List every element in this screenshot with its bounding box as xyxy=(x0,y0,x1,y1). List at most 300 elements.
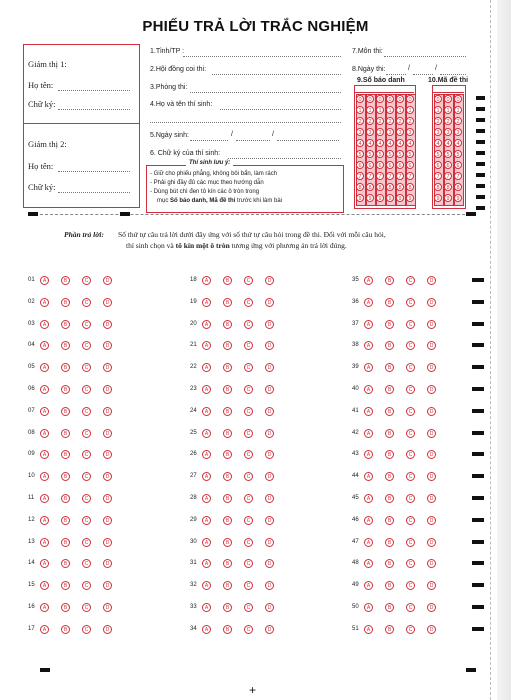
exam-code-bubble[interactable]: 0 xyxy=(444,95,452,103)
answer-bubble-c[interactable]: C xyxy=(244,603,253,612)
answer-bubble-a[interactable]: A xyxy=(40,516,49,525)
answer-bubble-b[interactable]: B xyxy=(385,385,394,394)
answer-bubble-b[interactable]: B xyxy=(223,559,232,568)
sbd-bubble[interactable]: 5 xyxy=(376,150,384,158)
sbd-bubble[interactable]: 5 xyxy=(366,150,374,158)
sbd-bubble[interactable]: 7 xyxy=(396,172,404,180)
answer-bubble-b[interactable]: B xyxy=(223,516,232,525)
answer-bubble-a[interactable]: A xyxy=(202,516,211,525)
answer-bubble-b[interactable]: B xyxy=(223,363,232,372)
sbd-bubble[interactable]: 3 xyxy=(356,128,364,136)
answer-bubble-c[interactable]: C xyxy=(406,341,415,350)
answer-bubble-a[interactable]: A xyxy=(40,603,49,612)
answer-bubble-c[interactable]: C xyxy=(244,581,253,590)
sbd-bubble[interactable]: 8 xyxy=(406,183,414,191)
sbd-bubble[interactable]: 7 xyxy=(376,172,384,180)
dob-day-field[interactable] xyxy=(190,140,228,141)
answer-bubble-a[interactable]: A xyxy=(40,363,49,372)
answer-bubble-a[interactable]: A xyxy=(364,603,373,612)
answer-bubble-b[interactable]: B xyxy=(223,429,232,438)
exam-code-bubble[interactable]: 5 xyxy=(444,150,452,158)
answer-bubble-c[interactable]: C xyxy=(82,298,91,307)
answer-bubble-b[interactable]: B xyxy=(61,581,70,590)
sbd-bubble[interactable]: 7 xyxy=(366,172,374,180)
answer-bubble-a[interactable]: A xyxy=(202,363,211,372)
exam-code-bubble[interactable]: 9 xyxy=(434,194,442,202)
answer-bubble-a[interactable]: A xyxy=(40,538,49,547)
sbd-bubble[interactable]: 0 xyxy=(376,95,384,103)
answer-bubble-d[interactable]: D xyxy=(427,559,436,568)
exam-date-month-field[interactable] xyxy=(413,74,433,75)
exam-code-bubble[interactable]: 3 xyxy=(444,128,452,136)
sbd-bubble[interactable]: 1 xyxy=(376,106,384,114)
answer-bubble-a[interactable]: A xyxy=(202,429,211,438)
exam-code-bubble[interactable]: 4 xyxy=(444,139,452,147)
answer-bubble-a[interactable]: A xyxy=(202,276,211,285)
answer-bubble-c[interactable]: C xyxy=(82,581,91,590)
answer-bubble-d[interactable]: D xyxy=(427,516,436,525)
answer-bubble-b[interactable]: B xyxy=(223,603,232,612)
answer-bubble-b[interactable]: B xyxy=(61,407,70,416)
answer-bubble-b[interactable]: B xyxy=(61,494,70,503)
sbd-bubble[interactable]: 9 xyxy=(406,194,414,202)
answer-bubble-a[interactable]: A xyxy=(364,516,373,525)
sbd-bubble[interactable]: 3 xyxy=(406,128,414,136)
sbd-bubble[interactable]: 2 xyxy=(376,117,384,125)
sbd-bubble[interactable]: 2 xyxy=(386,117,394,125)
sbd-bubble[interactable]: 0 xyxy=(386,95,394,103)
answer-bubble-d[interactable]: D xyxy=(265,559,274,568)
answer-bubble-d[interactable]: D xyxy=(265,276,274,285)
sbd-bubble[interactable]: 1 xyxy=(366,106,374,114)
answer-bubble-a[interactable]: A xyxy=(202,320,211,329)
sbd-bubble[interactable]: 9 xyxy=(366,194,374,202)
answer-bubble-a[interactable]: A xyxy=(364,450,373,459)
answer-bubble-d[interactable]: D xyxy=(427,450,436,459)
answer-bubble-b[interactable]: B xyxy=(61,429,70,438)
answer-bubble-c[interactable]: C xyxy=(82,341,91,350)
answer-bubble-d[interactable]: D xyxy=(265,320,274,329)
sbd-bubble[interactable]: 7 xyxy=(356,172,364,180)
answer-bubble-d[interactable]: D xyxy=(265,298,274,307)
answer-bubble-b[interactable]: B xyxy=(61,363,70,372)
proctor1-name-field[interactable] xyxy=(58,90,130,91)
answer-bubble-a[interactable]: A xyxy=(364,320,373,329)
answer-bubble-c[interactable]: C xyxy=(406,603,415,612)
sbd-bubble[interactable]: 8 xyxy=(386,183,394,191)
answer-bubble-a[interactable]: A xyxy=(202,538,211,547)
exam-code-bubble[interactable]: 4 xyxy=(434,139,442,147)
sbd-bubble[interactable]: 8 xyxy=(366,183,374,191)
answer-bubble-b[interactable]: B xyxy=(61,385,70,394)
exam-code-bubble[interactable]: 6 xyxy=(434,161,442,169)
answer-bubble-c[interactable]: C xyxy=(82,494,91,503)
sbd-bubble[interactable]: 3 xyxy=(396,128,404,136)
sbd-bubble[interactable]: 9 xyxy=(376,194,384,202)
sbd-bubble[interactable]: 6 xyxy=(386,161,394,169)
answer-bubble-a[interactable]: A xyxy=(40,407,49,416)
answer-bubble-b[interactable]: B xyxy=(385,625,394,634)
exam-code-bubble[interactable]: 0 xyxy=(454,95,462,103)
answer-bubble-a[interactable]: A xyxy=(202,407,211,416)
answer-bubble-c[interactable]: C xyxy=(406,581,415,590)
answer-bubble-b[interactable]: B xyxy=(61,538,70,547)
answer-bubble-c[interactable]: C xyxy=(406,516,415,525)
sbd-bubble[interactable]: 2 xyxy=(396,117,404,125)
answer-bubble-b[interactable]: B xyxy=(61,516,70,525)
answer-bubble-d[interactable]: D xyxy=(265,450,274,459)
sbd-bubble[interactable]: 4 xyxy=(356,139,364,147)
answer-bubble-c[interactable]: C xyxy=(82,407,91,416)
answer-bubble-c[interactable]: C xyxy=(244,429,253,438)
answer-bubble-b[interactable]: B xyxy=(61,559,70,568)
answer-bubble-c[interactable]: C xyxy=(244,407,253,416)
exam-code-bubble[interactable]: 5 xyxy=(454,150,462,158)
answer-bubble-a[interactable]: A xyxy=(202,603,211,612)
answer-bubble-a[interactable]: A xyxy=(202,385,211,394)
answer-bubble-a[interactable]: A xyxy=(364,625,373,634)
answer-bubble-c[interactable]: C xyxy=(244,341,253,350)
exam-code-bubble[interactable]: 2 xyxy=(444,117,452,125)
answer-bubble-c[interactable]: C xyxy=(244,516,253,525)
answer-bubble-a[interactable]: A xyxy=(40,298,49,307)
answer-bubble-d[interactable]: D xyxy=(265,538,274,547)
answer-bubble-b[interactable]: B xyxy=(61,625,70,634)
answer-bubble-d[interactable]: D xyxy=(427,363,436,372)
candidate-name-field[interactable] xyxy=(220,109,341,110)
answer-bubble-b[interactable]: B xyxy=(61,472,70,481)
answer-bubble-d[interactable]: D xyxy=(265,341,274,350)
answer-bubble-a[interactable]: A xyxy=(40,341,49,350)
sbd-bubble[interactable]: 5 xyxy=(356,150,364,158)
answer-bubble-c[interactable]: C xyxy=(406,407,415,416)
answer-bubble-a[interactable]: A xyxy=(40,320,49,329)
exam-code-bubble[interactable]: 3 xyxy=(454,128,462,136)
answer-bubble-d[interactable]: D xyxy=(427,298,436,307)
answer-bubble-b[interactable]: B xyxy=(223,298,232,307)
answer-bubble-b[interactable]: B xyxy=(385,363,394,372)
answer-bubble-a[interactable]: A xyxy=(202,494,211,503)
exam-code-bubble[interactable]: 7 xyxy=(434,172,442,180)
exam-code-bubble[interactable]: 8 xyxy=(434,183,442,191)
answer-bubble-a[interactable]: A xyxy=(202,341,211,350)
answer-bubble-c[interactable]: C xyxy=(82,385,91,394)
answer-bubble-d[interactable]: D xyxy=(103,429,112,438)
sbd-bubble[interactable]: 7 xyxy=(406,172,414,180)
answer-bubble-a[interactable]: A xyxy=(364,341,373,350)
answer-bubble-a[interactable]: A xyxy=(40,625,49,634)
sbd-bubble[interactable]: 9 xyxy=(396,194,404,202)
sbd-bubble[interactable]: 3 xyxy=(366,128,374,136)
answer-bubble-d[interactable]: D xyxy=(427,429,436,438)
answer-bubble-b[interactable]: B xyxy=(223,385,232,394)
exam-code-bubble[interactable]: 0 xyxy=(434,95,442,103)
answer-bubble-d[interactable]: D xyxy=(427,625,436,634)
answer-bubble-d[interactable]: D xyxy=(265,625,274,634)
exam-code-bubble[interactable]: 1 xyxy=(434,106,442,114)
answer-bubble-d[interactable]: D xyxy=(265,363,274,372)
sbd-bubble[interactable]: 7 xyxy=(386,172,394,180)
answer-bubble-b[interactable]: B xyxy=(223,407,232,416)
answer-bubble-c[interactable]: C xyxy=(406,538,415,547)
exam-code-bubble[interactable]: 7 xyxy=(454,172,462,180)
answer-bubble-c[interactable]: C xyxy=(244,450,253,459)
sbd-bubble[interactable]: 5 xyxy=(386,150,394,158)
answer-bubble-b[interactable]: B xyxy=(61,450,70,459)
answer-bubble-c[interactable]: C xyxy=(244,472,253,481)
answer-bubble-a[interactable]: A xyxy=(40,276,49,285)
answer-bubble-a[interactable]: A xyxy=(40,559,49,568)
answer-bubble-c[interactable]: C xyxy=(82,538,91,547)
answer-bubble-c[interactable]: C xyxy=(82,603,91,612)
sbd-bubble[interactable]: 8 xyxy=(376,183,384,191)
answer-bubble-c[interactable]: C xyxy=(244,538,253,547)
answer-bubble-d[interactable]: D xyxy=(427,472,436,481)
exam-code-bubble[interactable]: 8 xyxy=(454,183,462,191)
answer-bubble-d[interactable]: D xyxy=(427,603,436,612)
exam-code-bubble[interactable]: 2 xyxy=(454,117,462,125)
answer-bubble-b[interactable]: B xyxy=(61,320,70,329)
answer-bubble-a[interactable]: A xyxy=(202,472,211,481)
sbd-bubble[interactable]: 3 xyxy=(376,128,384,136)
sbd-bubble[interactable]: 0 xyxy=(406,95,414,103)
answer-bubble-d[interactable]: D xyxy=(265,603,274,612)
sbd-bubble[interactable]: 8 xyxy=(356,183,364,191)
answer-bubble-a[interactable]: A xyxy=(40,494,49,503)
exam-code-bubble[interactable]: 4 xyxy=(454,139,462,147)
answer-bubble-c[interactable]: C xyxy=(82,429,91,438)
answer-bubble-c[interactable]: C xyxy=(406,276,415,285)
answer-bubble-d[interactable]: D xyxy=(103,603,112,612)
answer-bubble-d[interactable]: D xyxy=(103,472,112,481)
sbd-bubble[interactable]: 1 xyxy=(406,106,414,114)
answer-bubble-a[interactable]: A xyxy=(40,581,49,590)
sbd-bubble[interactable]: 6 xyxy=(356,161,364,169)
answer-bubble-b[interactable]: B xyxy=(61,341,70,350)
answer-bubble-d[interactable]: D xyxy=(265,581,274,590)
province-field[interactable] xyxy=(183,56,341,57)
exam-code-bubble[interactable]: 6 xyxy=(444,161,452,169)
answer-bubble-d[interactable]: D xyxy=(103,298,112,307)
answer-bubble-d[interactable]: D xyxy=(427,341,436,350)
exam-code-bubble[interactable]: 1 xyxy=(454,106,462,114)
answer-bubble-c[interactable]: C xyxy=(82,559,91,568)
answer-bubble-d[interactable]: D xyxy=(427,276,436,285)
answer-bubble-d[interactable]: D xyxy=(265,385,274,394)
answer-bubble-c[interactable]: C xyxy=(82,450,91,459)
exam-code-bubble[interactable]: 3 xyxy=(434,128,442,136)
dob-year-field[interactable] xyxy=(277,140,339,141)
answer-bubble-a[interactable]: A xyxy=(202,298,211,307)
dob-month-field[interactable] xyxy=(236,140,270,141)
answer-bubble-b[interactable]: B xyxy=(223,581,232,590)
answer-bubble-d[interactable]: D xyxy=(265,429,274,438)
exam-code-bubble[interactable]: 5 xyxy=(434,150,442,158)
answer-bubble-b[interactable]: B xyxy=(223,276,232,285)
answer-bubble-a[interactable]: A xyxy=(40,472,49,481)
answer-bubble-d[interactable]: D xyxy=(427,581,436,590)
sbd-bubble[interactable]: 2 xyxy=(366,117,374,125)
answer-bubble-b[interactable]: B xyxy=(61,603,70,612)
answer-bubble-a[interactable]: A xyxy=(202,450,211,459)
sbd-bubble[interactable]: 4 xyxy=(396,139,404,147)
answer-bubble-d[interactable]: D xyxy=(265,494,274,503)
room-field[interactable] xyxy=(190,92,341,93)
answer-bubble-d[interactable]: D xyxy=(103,407,112,416)
answer-bubble-d[interactable]: D xyxy=(103,276,112,285)
answer-bubble-c[interactable]: C xyxy=(406,363,415,372)
answer-bubble-d[interactable]: D xyxy=(265,516,274,525)
answer-bubble-b[interactable]: B xyxy=(385,538,394,547)
answer-bubble-a[interactable]: A xyxy=(364,472,373,481)
answer-bubble-a[interactable]: A xyxy=(202,625,211,634)
answer-bubble-b[interactable]: B xyxy=(385,407,394,416)
sbd-bubble[interactable]: 9 xyxy=(386,194,394,202)
answer-bubble-c[interactable]: C xyxy=(82,625,91,634)
answer-bubble-d[interactable]: D xyxy=(103,625,112,634)
exam-code-bubble[interactable]: 6 xyxy=(454,161,462,169)
answer-bubble-d[interactable]: D xyxy=(103,363,112,372)
answer-bubble-b[interactable]: B xyxy=(223,472,232,481)
answer-bubble-a[interactable]: A xyxy=(364,385,373,394)
answer-bubble-c[interactable]: C xyxy=(244,385,253,394)
answer-bubble-c[interactable]: C xyxy=(82,472,91,481)
proctor2-name-field[interactable] xyxy=(58,171,130,172)
answer-bubble-a[interactable]: A xyxy=(364,494,373,503)
answer-bubble-c[interactable]: C xyxy=(82,516,91,525)
answer-bubble-d[interactable]: D xyxy=(103,385,112,394)
answer-bubble-c[interactable]: C xyxy=(406,429,415,438)
answer-bubble-c[interactable]: C xyxy=(406,559,415,568)
exam-code-bubble[interactable]: 1 xyxy=(444,106,452,114)
exam-date-day-field[interactable] xyxy=(386,74,406,75)
answer-bubble-a[interactable]: A xyxy=(202,559,211,568)
answer-bubble-c[interactable]: C xyxy=(244,625,253,634)
answer-bubble-c[interactable]: C xyxy=(244,276,253,285)
answer-bubble-a[interactable]: A xyxy=(364,559,373,568)
answer-bubble-b[interactable]: B xyxy=(385,472,394,481)
answer-bubble-b[interactable]: B xyxy=(223,538,232,547)
answer-bubble-d[interactable]: D xyxy=(265,472,274,481)
sbd-bubble[interactable]: 6 xyxy=(406,161,414,169)
answer-bubble-b[interactable]: B xyxy=(385,298,394,307)
answer-bubble-c[interactable]: C xyxy=(406,320,415,329)
exam-code-bubble[interactable]: 7 xyxy=(444,172,452,180)
answer-bubble-a[interactable]: A xyxy=(40,429,49,438)
exam-code-bubble[interactable]: 8 xyxy=(444,183,452,191)
answer-bubble-c[interactable]: C xyxy=(406,450,415,459)
candidate-name-field-2[interactable] xyxy=(150,122,341,123)
sbd-bubble[interactable]: 6 xyxy=(396,161,404,169)
answer-bubble-b[interactable]: B xyxy=(385,603,394,612)
answer-bubble-b[interactable]: B xyxy=(223,341,232,350)
answer-bubble-d[interactable]: D xyxy=(427,385,436,394)
answer-bubble-c[interactable]: C xyxy=(406,625,415,634)
answer-bubble-a[interactable]: A xyxy=(40,385,49,394)
answer-bubble-c[interactable]: C xyxy=(244,494,253,503)
exam-date-year-field[interactable] xyxy=(440,74,466,75)
answer-bubble-d[interactable]: D xyxy=(103,581,112,590)
answer-bubble-b[interactable]: B xyxy=(385,341,394,350)
proctor2-sign-field[interactable] xyxy=(58,192,130,193)
answer-bubble-b[interactable]: B xyxy=(61,298,70,307)
sbd-bubble[interactable]: 0 xyxy=(356,95,364,103)
sbd-bubble[interactable]: 2 xyxy=(356,117,364,125)
answer-bubble-d[interactable]: D xyxy=(103,494,112,503)
answer-bubble-d[interactable]: D xyxy=(103,559,112,568)
sbd-bubble[interactable]: 4 xyxy=(386,139,394,147)
exam-code-bubble[interactable]: 9 xyxy=(454,194,462,202)
exam-code-bubble[interactable]: 2 xyxy=(434,117,442,125)
answer-bubble-b[interactable]: B xyxy=(385,429,394,438)
exam-code-bubble[interactable]: 9 xyxy=(444,194,452,202)
answer-bubble-b[interactable]: B xyxy=(385,450,394,459)
answer-bubble-b[interactable]: B xyxy=(223,625,232,634)
answer-bubble-b[interactable]: B xyxy=(223,494,232,503)
council-field[interactable] xyxy=(212,74,341,75)
answer-bubble-b[interactable]: B xyxy=(385,516,394,525)
answer-bubble-d[interactable]: D xyxy=(427,407,436,416)
answer-bubble-c[interactable]: C xyxy=(244,320,253,329)
answer-bubble-d[interactable]: D xyxy=(427,320,436,329)
answer-bubble-a[interactable]: A xyxy=(364,538,373,547)
sbd-bubble[interactable]: 9 xyxy=(356,194,364,202)
answer-bubble-d[interactable]: D xyxy=(265,407,274,416)
proctor1-sign-field[interactable] xyxy=(58,109,130,110)
sbd-bubble[interactable]: 1 xyxy=(386,106,394,114)
answer-bubble-c[interactable]: C xyxy=(406,472,415,481)
answer-bubble-d[interactable]: D xyxy=(103,341,112,350)
answer-bubble-a[interactable]: A xyxy=(364,407,373,416)
answer-bubble-d[interactable]: D xyxy=(103,450,112,459)
answer-bubble-a[interactable]: A xyxy=(364,276,373,285)
answer-bubble-c[interactable]: C xyxy=(406,385,415,394)
answer-bubble-c[interactable]: C xyxy=(82,276,91,285)
answer-bubble-c[interactable]: C xyxy=(244,363,253,372)
answer-bubble-b[interactable]: B xyxy=(385,581,394,590)
sbd-bubble[interactable]: 0 xyxy=(366,95,374,103)
sbd-bubble[interactable]: 5 xyxy=(406,150,414,158)
answer-bubble-a[interactable]: A xyxy=(364,298,373,307)
answer-bubble-c[interactable]: C xyxy=(244,559,253,568)
answer-bubble-d[interactable]: D xyxy=(427,494,436,503)
sbd-bubble[interactable]: 6 xyxy=(366,161,374,169)
answer-bubble-a[interactable]: A xyxy=(364,581,373,590)
sbd-bubble[interactable]: 5 xyxy=(396,150,404,158)
sbd-bubble[interactable]: 8 xyxy=(396,183,404,191)
answer-bubble-b[interactable]: B xyxy=(385,320,394,329)
answer-bubble-c[interactable]: C xyxy=(82,320,91,329)
signature-field[interactable] xyxy=(228,158,341,159)
answer-bubble-d[interactable]: D xyxy=(103,538,112,547)
sbd-bubble[interactable]: 1 xyxy=(396,106,404,114)
sbd-bubble[interactable]: 4 xyxy=(406,139,414,147)
sbd-bubble[interactable]: 4 xyxy=(366,139,374,147)
answer-bubble-b[interactable]: B xyxy=(223,450,232,459)
answer-bubble-a[interactable]: A xyxy=(40,450,49,459)
answer-bubble-d[interactable]: D xyxy=(427,538,436,547)
answer-bubble-c[interactable]: C xyxy=(406,298,415,307)
answer-bubble-a[interactable]: A xyxy=(364,429,373,438)
answer-bubble-d[interactable]: D xyxy=(103,516,112,525)
subject-field[interactable] xyxy=(384,56,466,57)
answer-bubble-c[interactable]: C xyxy=(244,298,253,307)
answer-bubble-b[interactable]: B xyxy=(385,494,394,503)
answer-bubble-b[interactable]: B xyxy=(61,276,70,285)
sbd-bubble[interactable]: 2 xyxy=(406,117,414,125)
answer-bubble-b[interactable]: B xyxy=(385,559,394,568)
answer-bubble-b[interactable]: B xyxy=(385,276,394,285)
